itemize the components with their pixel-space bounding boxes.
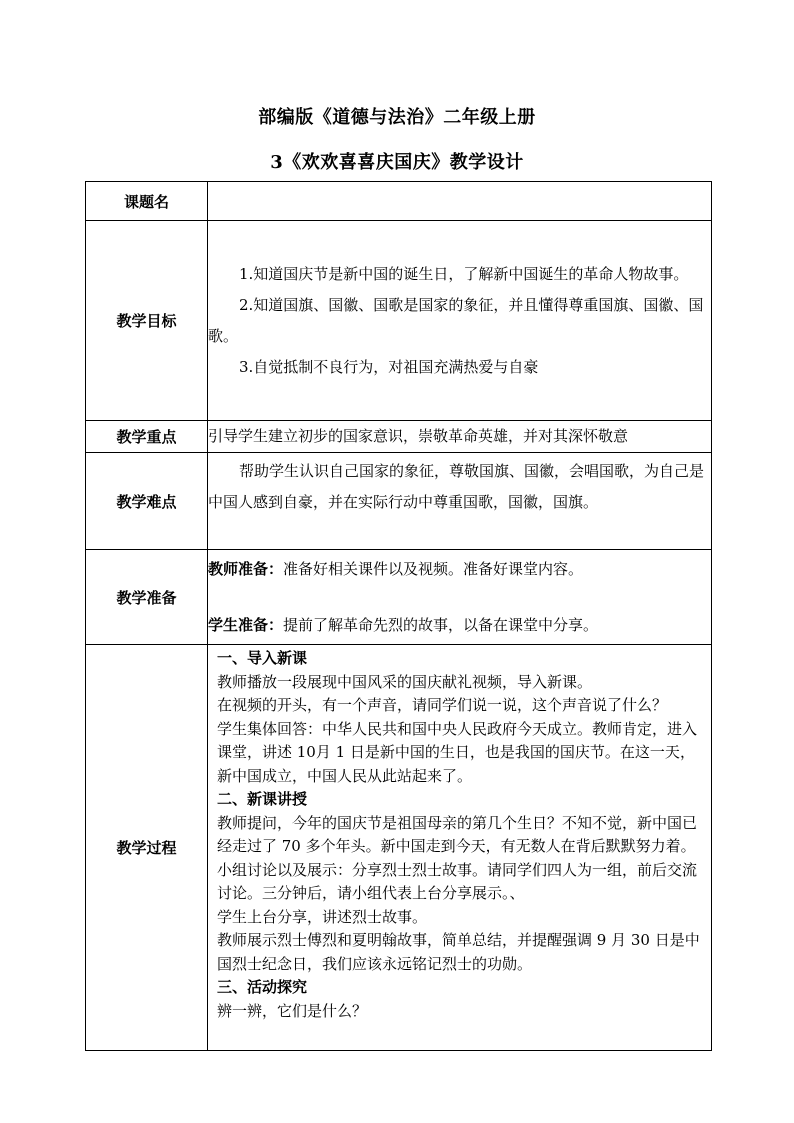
- process-line: 辨一辨，它们是什么？: [217, 1001, 368, 1020]
- process-label: 教学过程: [86, 645, 208, 1051]
- student-preparation: [208, 610, 711, 641]
- goal-item: 1.知道国庆节是新中国的诞生日，了解新中国诞生的革命人物故事。: [239, 264, 689, 283]
- topic-label: 课题名: [86, 182, 208, 221]
- process-line: 教师播放一段展现中国风采的国庆献礼视频，导入新课。: [217, 672, 593, 691]
- teacher-preparation: [208, 554, 711, 585]
- difficulties-content: [208, 453, 712, 550]
- table-row-preparation: [86, 550, 712, 645]
- student-preparation-text: 提前了解革命先烈的故事，以备在课堂中分享。: [283, 615, 599, 634]
- document-subtitle: 3《欢欢喜喜庆国庆》教学设计: [270, 152, 524, 173]
- teacher-preparation-text: 准备好相关课件以及视频。准备好课堂内容。: [283, 559, 584, 578]
- goal-item: 3.自觉抵制不良行为，对祖国充满热爱与自豪: [239, 357, 539, 376]
- key-points-value: 引导学生建立初步的国家意识，崇敬革命英雄，并对其深怀敬意: [208, 421, 712, 453]
- preparation-label: 教学准备: [86, 550, 208, 645]
- difficulties-value: 帮助学生认识自己国家的象征，尊敬国旗、国徽，会唱国歌，为自己是中国人感到自豪，并在实际行动中尊重国歌，国徽，国旗。: [208, 462, 705, 511]
- process-text: [208, 645, 711, 1025]
- goals-content: [208, 221, 712, 421]
- process-line: 教师提问，今年的国庆节是祖国母亲的第几个生日？不知不觉，新中国已经走过了 70 多个年头。新中国走到今天，有无数人在背后默默努力着。: [217, 813, 698, 855]
- table-row-process: [86, 645, 712, 1051]
- process-line: 学生上台分享，讲述烈士故事。: [217, 907, 428, 926]
- process-section-heading: 三、活动探究: [217, 978, 308, 996]
- table-row-key-points: [86, 421, 712, 453]
- lesson-plan-table: [85, 181, 712, 1051]
- student-preparation-label: 学生准备：: [208, 615, 284, 634]
- difficulties-label: 教学难点: [86, 453, 208, 550]
- process-content: [208, 645, 712, 1051]
- process-line: 学生集体回答：中华人民共和国中央人民政府今天成立。教师肯定，进入课堂，讲述 10月 1 日是新中国的生日，也是我国的国庆节。在这一天，新中国成立，中国人民从此站起来了。: [217, 719, 698, 785]
- process-line: 小组讨论以及展示：分享烈士烈士故事。请同学们四人为一组，前后交流讨论。三分钟后，请小组代表上台分享展示。、: [217, 860, 698, 902]
- topic-value: [208, 182, 712, 221]
- document-title: 部编版《道德与法治》二年级上册: [258, 107, 536, 128]
- process-section-heading: 二、新课讲授: [217, 790, 308, 808]
- goal-item: 2.知道国旗、国徽、国歌是国家的象征，并且懂得尊重国旗、国徽、国歌。: [208, 295, 704, 345]
- table-row-goals: [86, 221, 712, 421]
- teacher-preparation-label: 教师准备：: [208, 559, 284, 578]
- table-row-difficulties: [86, 453, 712, 550]
- table-row-topic: [86, 182, 712, 221]
- process-line: 教师展示烈士傅烈和夏明翰故事，简单总结，并提醒强调 9 月 30 日是中国烈士纪念日，我们应该永远铭记烈士的功勋。: [217, 931, 700, 973]
- process-section-heading: 一、导入新课: [217, 649, 308, 667]
- goals-label: 教学目标: [86, 221, 208, 421]
- key-points-label: 教学重点: [86, 421, 208, 453]
- process-line: 在视频的开头，有一个声音，请同学们说一说，这个声音说了什么？: [217, 696, 668, 714]
- preparation-content: [208, 550, 712, 645]
